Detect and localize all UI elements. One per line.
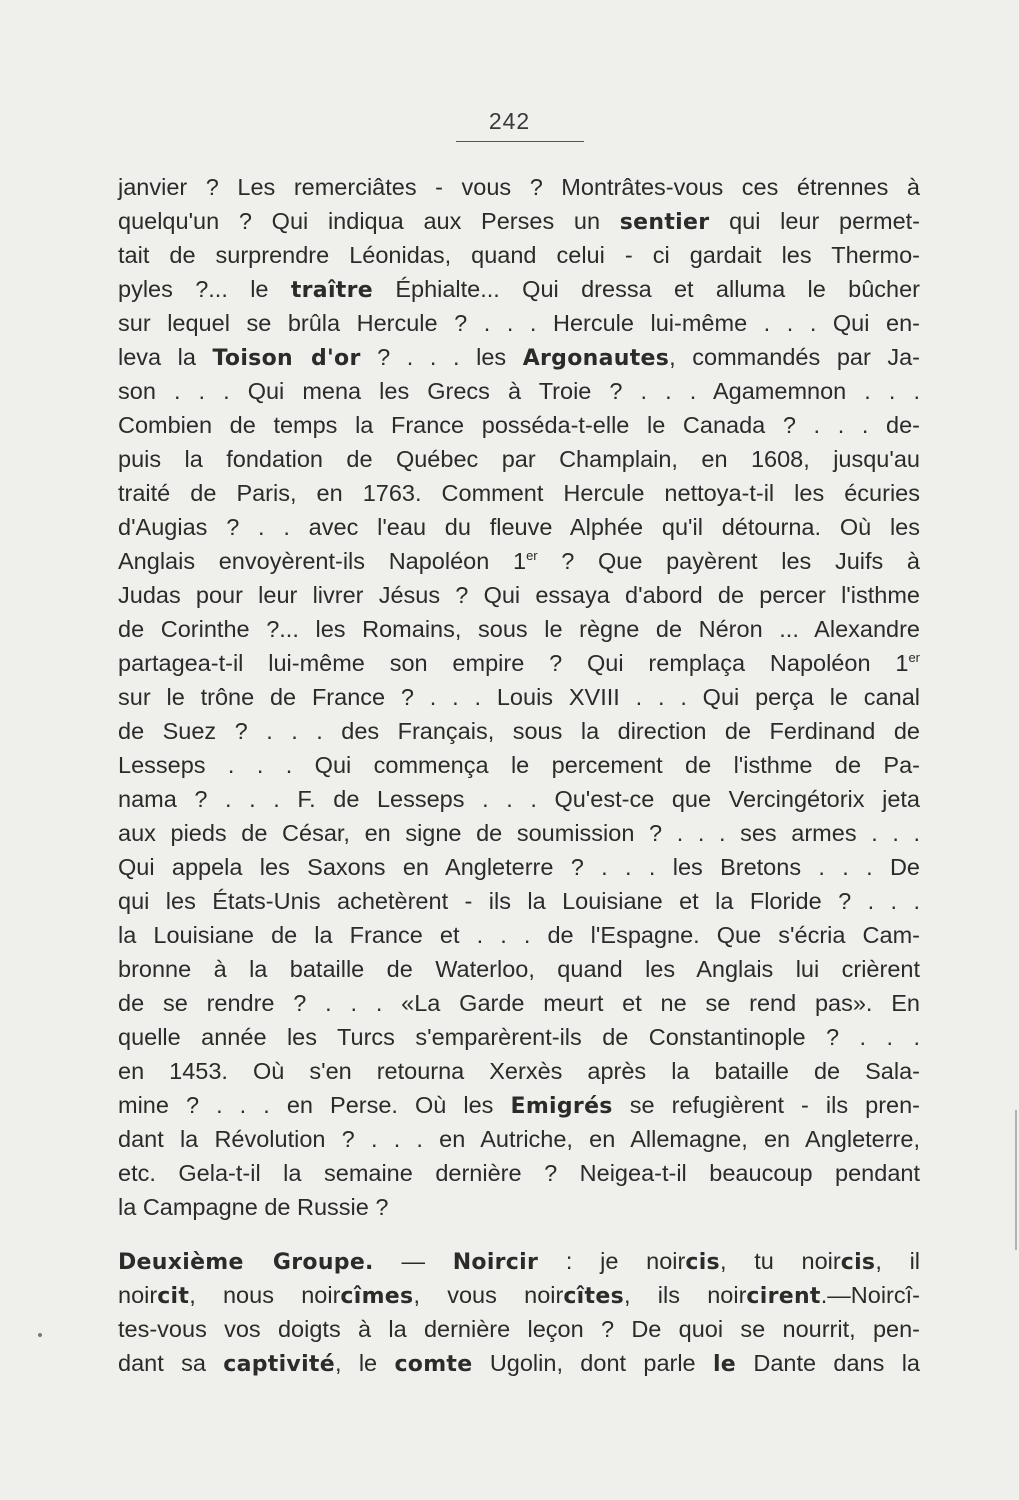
text-line: aux pieds de César, en signe de soumission ? . . . ses armes . . .: [118, 820, 920, 846]
text-line: sur lequel se brûla Hercule ? . . . Hercule lui-même . . . Qui en-: [118, 310, 920, 336]
text-line: leva la Toison d'or ? . . . les Argonautes, commandés par Ja-: [118, 344, 920, 371]
text-line: Combien de temps la France posséda-t-elle le Canada ? . . . de-: [118, 412, 920, 438]
page-number: 242: [488, 108, 531, 134]
text-line: etc. Gela-t-il la semaine dernière ? Neigea-t-il beaucoup pendant: [118, 1160, 920, 1186]
text-line: dant sa captivité, le comte Ugolin, dont parle le Dante dans la: [118, 1350, 920, 1377]
text-line: dant la Révolution ? . . . en Autriche, en Allemagne, en Angleterre,: [118, 1126, 920, 1152]
text-line: nama ? . . . F. de Lesseps . . . Qu'est-ce que Vercingétorix jeta: [118, 786, 920, 812]
text-line: Judas pour leur livrer Jésus ? Qui essaya d'abord de percer l'isthme: [118, 582, 920, 608]
text-line: de Corinthe ?... les Romains, sous le règne de Néron ... Alexandre: [118, 616, 920, 642]
text-line: de se rendre ? . . . «La Garde meurt et ne se rend pas». En: [118, 990, 920, 1016]
text-line: mine ? . . . en Perse. Où les Emigrés se refugièrent - ils pren-: [118, 1092, 920, 1119]
text-line: puis la fondation de Québec par Champlain, en 1608, jusqu'au: [118, 446, 920, 472]
text-line: la Louisiane de la France et . . . de l'Espagne. Que s'écria Cam-: [118, 922, 920, 948]
text-line: d'Augias ? . . avec l'eau du fleuve Alphée qu'il détourna. Où les: [118, 514, 920, 540]
text-line: janvier ? Les remerciâtes - vous ? Montrâtes-vous ces étrennes à: [118, 174, 920, 200]
text-line: partagea-t-il lui-même son empire ? Qui remplaça Napoléon 1er: [118, 650, 920, 676]
body-text: [118, 170, 920, 1380]
text-line: tes-vous vos doigts à la dernière leçon ? De quoi se nourrit, pen-: [118, 1316, 920, 1342]
text-line: Deuxième Groupe. — Noircir : je noircis, tu noircis, il: [118, 1248, 921, 1275]
page-number-rule: [456, 141, 584, 142]
text-line: la Campagne de Russie ?: [118, 1194, 389, 1220]
paragraph-questions: [118, 170, 920, 1224]
text-line: qui les États-Unis achetèrent - ils la Louisiane et la Floride ? . . .: [118, 888, 920, 914]
text-line: sur le trône de France ? . . . Louis XVIII . . . Qui perça le canal: [118, 684, 920, 710]
paragraph-gap: [118, 1224, 920, 1244]
text-line: traité de Paris, en 1763. Comment Hercule nettoya-t-il les écuries: [118, 480, 920, 506]
text-line: pyles ?... le traître Éphialte... Qui dressa et alluma le bûcher: [118, 276, 920, 303]
text-line: Qui appela les Saxons en Angleterre ? . . . les Bretons . . . De: [118, 854, 920, 880]
text-line: quelle année les Turcs s'emparèrent-ils de Constantinople ? . . .: [118, 1024, 920, 1050]
text-line: en 1453. Où s'en retourna Xerxès après la bataille de Sala-: [118, 1058, 920, 1084]
text-line: Anglais envoyèrent-ils Napoléon 1er ? Que payèrent les Juifs à: [118, 548, 921, 574]
text-line: bronne à la bataille de Waterloo, quand les Anglais lui crièrent: [118, 956, 920, 982]
text-line: de Suez ? . . . des Français, sous la direction de Ferdinand de: [118, 718, 920, 744]
text-line: son . . . Qui mena les Grecs à Troie ? . . . Agamemnon . . .: [118, 378, 920, 404]
text-line: tait de surprendre Léonidas, quand celui - ci gardait les Thermo-: [118, 242, 920, 268]
text-line: noircit, nous noircîmes, vous noircîtes, ils noircirent.—Noircî-: [118, 1282, 920, 1309]
page-edge-mark: [1015, 1110, 1017, 1250]
stray-ink-dot: [38, 1333, 42, 1337]
paragraph-deuxieme-groupe: [118, 1244, 920, 1380]
text-line: quelqu'un ? Qui indiqua aux Perses un sentier qui leur permet-: [118, 208, 920, 235]
text-line: Lesseps . . . Qui commença le percement de l'isthme de Pa-: [118, 752, 920, 778]
